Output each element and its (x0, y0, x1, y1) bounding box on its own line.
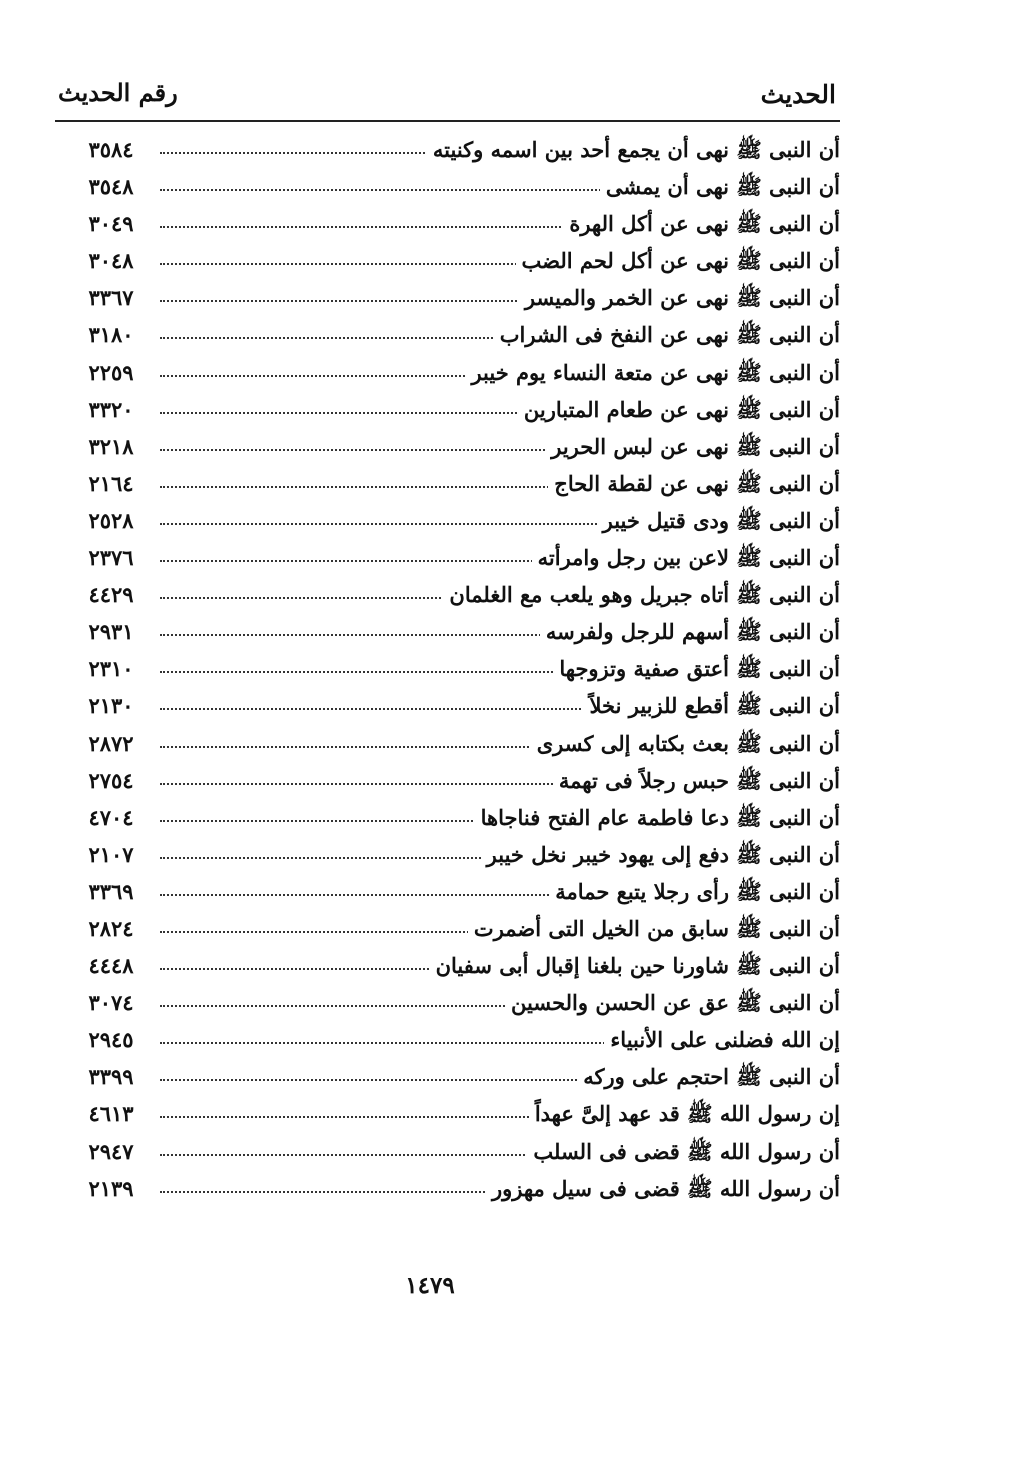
hadith-text: إن رسول الله ﷺ قد عهد إلىَّ عهداً (529, 1101, 840, 1132)
index-entry (70, 318, 840, 355)
hadith-number: ٢٨٢٤ (88, 915, 134, 941)
dot-leader (160, 226, 620, 228)
hadith-number: ٣٥٤٨ (88, 174, 134, 200)
dot-leader (160, 783, 620, 785)
hadith-number: ٣٢١٨ (88, 433, 134, 459)
hadith-text: أن النبى ﷺ عق عن الحسن والحسين (505, 990, 840, 1021)
index-entry (70, 133, 840, 170)
hadith-number: ٢٢٥٩ (88, 359, 134, 385)
hadith-text: أن النبى ﷺ نهى عن الخمر والميسر (519, 285, 840, 316)
hadith-number: ٣٠٧٤ (88, 990, 134, 1016)
hadith-number: ٣٥٨٤ (88, 137, 134, 162)
dot-leader (160, 189, 620, 191)
hadith-number: ٢١٦٤ (88, 470, 134, 496)
hadith-text: أن النبى ﷺ نهى أن يمشى (600, 174, 840, 205)
dot-leader (160, 1042, 620, 1044)
index-entry (70, 281, 840, 318)
hadith-number: ٢١٣٩ (88, 1175, 134, 1201)
index-entry (70, 467, 840, 504)
hadith-number: ٤٤٢٩ (88, 582, 134, 608)
dot-leader (160, 671, 620, 673)
hadith-text: أن النبى ﷺ نهى عن أكل لحم الضب (516, 248, 841, 279)
index-entry (70, 764, 840, 801)
hadith-number: ٣٣٦٧ (88, 285, 134, 311)
hadith-text: أن النبى ﷺ نهى عن لبس الحرير (545, 434, 840, 465)
hadith-number: ٢٨٧٢ (88, 730, 134, 756)
hadith-text: أن النبى ﷺ شاورنا حين بلغنا إقبال أبى سفيان (430, 953, 840, 984)
hadith-number: ٢٧٥٤ (88, 767, 134, 793)
hadith-number: ٢٥٢٨ (88, 507, 134, 533)
hadith-number: ٣٣٦٩ (88, 878, 134, 904)
header-hadith-number-label: رقم الحديث (58, 78, 178, 107)
hadith-text: أن النبى ﷺ ودى قتيل خيبر (597, 508, 840, 539)
hadith-text: أن النبى ﷺ نهى عن النفخ فى الشراب (494, 322, 840, 353)
index-entry (70, 356, 840, 393)
index-entry (70, 1023, 840, 1060)
index-entry (70, 1060, 840, 1097)
hadith-number: ٢٩٣١ (88, 619, 134, 645)
index-entry (70, 504, 840, 541)
hadith-number: ٢١٠٧ (88, 841, 134, 867)
dot-leader (160, 708, 620, 710)
index-entry (70, 1135, 840, 1172)
header-hadith-label: الحديث (760, 80, 836, 109)
index-entry (70, 949, 840, 986)
hadith-number: ٢٣٧٦ (88, 545, 134, 571)
hadith-text: أن رسول الله ﷺ قضى فى السلب (527, 1139, 840, 1170)
hadith-number: ٣٠٤٩ (88, 211, 134, 237)
hadith-text: أن النبى ﷺ دعا فاطمة عام الفتح فناجاها (475, 805, 840, 836)
index-entry (70, 1172, 840, 1209)
hadith-number: ٢١٣٠ (88, 693, 134, 719)
index-entry (70, 838, 840, 875)
hadith-index-list (70, 133, 840, 1209)
index-entry (70, 244, 840, 281)
dot-leader (160, 1079, 620, 1081)
hadith-number: ٢٩٤٥ (88, 1027, 134, 1053)
index-entry (70, 875, 840, 912)
hadith-text: أن النبى ﷺ دفع إلى يهود خيبر نخل خيبر (481, 842, 840, 873)
index-entry (70, 1097, 840, 1134)
hadith-text: أن النبى ﷺ نهى عن طعام المتبارين (518, 397, 840, 428)
index-entry (70, 207, 840, 244)
index-entry (70, 986, 840, 1023)
index-entry (70, 689, 840, 726)
hadith-text: أن النبى ﷺ حبس رجلاً فى تهمة (553, 768, 840, 799)
hadith-text: أن النبى ﷺ لاعن بين رجل وامرأته (532, 545, 840, 576)
hadith-text: إن الله فضلنى على الأنبياء (604, 1027, 840, 1052)
hadith-number: ٤٤٤٨ (88, 953, 134, 979)
index-entry (70, 578, 840, 615)
header-rule (55, 120, 840, 122)
hadith-number: ٢٩٤٧ (88, 1138, 134, 1164)
index-entry (70, 652, 840, 689)
hadith-text: أن النبى ﷺ أتاه جبريل وهو يلعب مع الغلمان (443, 582, 840, 613)
index-entry (70, 615, 840, 652)
hadith-number: ٢٣١٠ (88, 656, 134, 682)
hadith-text: أن النبى ﷺ نهى عن متعة النساء يوم خيبر (465, 360, 840, 391)
page-number: ١٤٧٩ (405, 1272, 455, 1299)
hadith-text: أن النبى ﷺ أسهم للرجل ولفرسه (540, 619, 840, 650)
index-entry (70, 430, 840, 467)
hadith-number: ٤٧٠٤ (88, 804, 134, 830)
hadith-number: ٣١٨٠ (88, 322, 134, 348)
hadith-text: أن النبى ﷺ بعث بكتابه إلى كسرى (531, 731, 840, 762)
hadith-text: أن النبى ﷺ نهى أن يجمع أحد بين اسمه وكنيته (427, 137, 840, 168)
index-entry (70, 801, 840, 838)
hadith-text: أن النبى ﷺ رأى رجلا يتبع حمامة (549, 879, 840, 910)
hadith-text: أن النبى ﷺ نهى عن لقطة الحاج (548, 471, 840, 502)
index-entry (70, 170, 840, 207)
hadith-number: ٤٦١٣ (88, 1101, 134, 1127)
hadith-number: ٣٣٢٠ (88, 396, 134, 422)
hadith-text: أن رسول الله ﷺ قضى فى سيل مهزور (486, 1176, 840, 1207)
hadith-number: ٣٠٤٨ (88, 248, 134, 274)
dot-leader (160, 523, 620, 525)
hadith-text: أن النبى ﷺ سابق من الخيل التى أضمرت (468, 916, 840, 947)
index-entry (70, 541, 840, 578)
hadith-text: أن النبى ﷺ أقطع للزبير نخلاً (583, 693, 840, 724)
hadith-text: أن النبى ﷺ احتجم على وركه (577, 1064, 840, 1095)
index-entry (70, 727, 840, 764)
hadith-number: ٣٣٩٩ (88, 1064, 134, 1090)
hadith-text: أن النبى ﷺ نهى عن أكل الهرة (563, 211, 840, 242)
index-entry (70, 912, 840, 949)
hadith-text: أن النبى ﷺ أعتق صفية وتزوجها (553, 656, 840, 687)
index-entry (70, 393, 840, 430)
